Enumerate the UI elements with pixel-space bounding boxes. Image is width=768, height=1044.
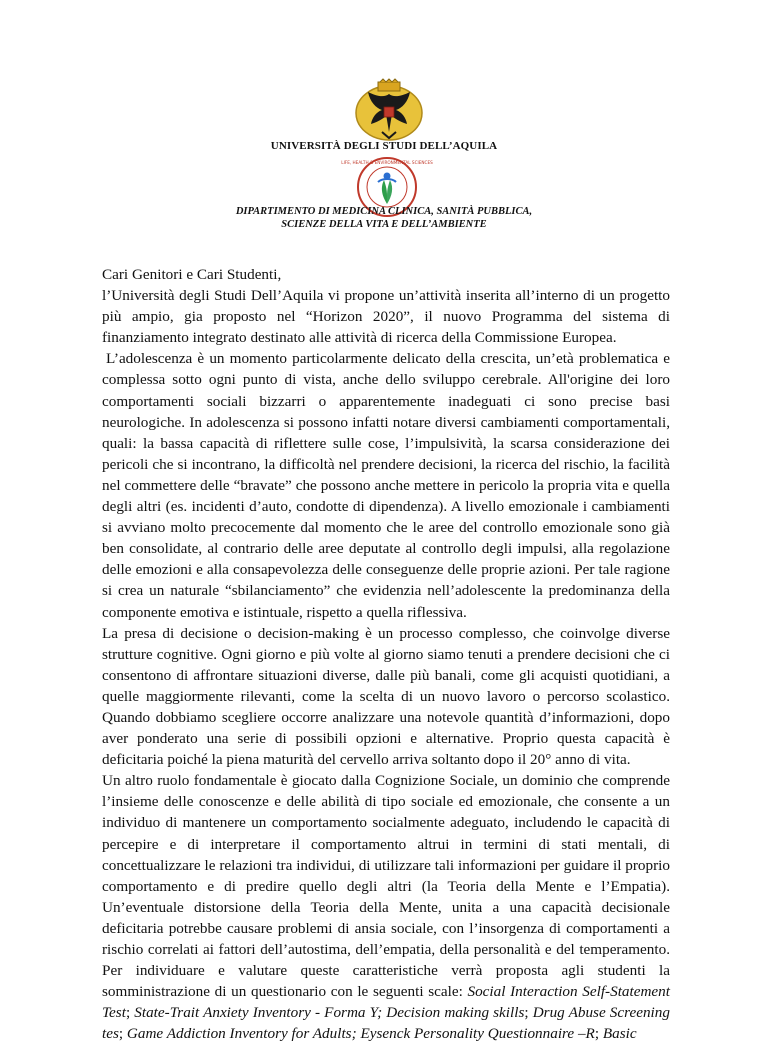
department-name [0, 205, 768, 231]
greeting: Cari Genitori e Cari Studenti, [102, 266, 282, 283]
university-name: UNIVERSITÀ DEGLI STUDI DELL’AQUILA [270, 140, 498, 152]
separator: ; [118, 1025, 127, 1043]
department-line-1: DIPARTIMENTO DI MEDICINA CLINICA, SANITÀ PUBBLICA, [235, 206, 533, 217]
scale-stai-decision: State-Trait Anxiety Inventory - Forma Y; Decision making skills [134, 1004, 525, 1022]
scale-social-interaction: Social Interaction Self-Statement Test [102, 983, 670, 1022]
department-line-2: SCIENZE DELLA VITA E DELL’AMBIENTE [281, 219, 487, 230]
separator: ; [524, 1004, 533, 1022]
paragraph-4 [102, 770, 670, 1044]
eagle-crest-icon [354, 80, 424, 142]
paragraph-3: La presa di decisione o decision-making è un processo complesso, che coinvolge diverse strutture cognitive. Ogni giorno e più volte al giorno siamo tenuti a prendere decisioni che ci consentono di affrontare situazioni diverse, dalle più banali, come gli acquisti quotidiani, a quelle maggiormente rilevanti, come la scelta di un nuovo lavoro o percorso scolastico. Quando dobbiamo scegliere occorre analizzare una notevole quantità d’informazioni, dopo aver ponderato una serie di possibili opzioni e alternative. Proprio questa capacità è deficitaria poiché la piena maturità del cervello arriva soltanto dopo il 20° anno di vita. [102, 624, 670, 769]
letter-body [102, 264, 670, 1044]
scale-game-eysenck: Game Addiction Inventory for Adults; Eysenck Personality Questionnaire –R [126, 1025, 595, 1043]
separator: ; [594, 1025, 603, 1043]
seal-text: LIFE, HEALTH & ENVIRONMENTAL SCIENCES [341, 160, 433, 165]
paragraph-2: L’adolescenza è un momento particolarmente delicato della crescita, un’età problematica e complessa sotto ogni punto di vista, anche dello sviluppo cerebrale. All'origine dei loro comportamenti sociali bizzarri o apparentemente inadeguati ci sono precise basi neurologiche. In adolescenza si possono infatti notare diversi cambiamenti comportamentali, quali: la bassa capacità di riflettere sulle cose, l’impulsività, la scarsa considerazione dei pericoli che si incontrano, la difficoltà nel prendere decisioni, la ricerca del rischio, la facilità nel commettere delle “bravate” che possono anche mettere in pericolo la propria vita e quella degli altri (es. incidenti d’auto, condotte di dipendenza). A livello emozionale i cambiamenti si avviano molto precocemente dal momento che le aree del controllo emozionale sono già ben consolidate, al contrario delle aree deputate al controllo degli impulsi, alla regolazione delle emozioni e alla consapevolezza delle conseguenze delle proprie azioni. Per tale ragione si crea un naturale “sbilanciamento” che evidenzia nell’adolescente la predominanza della componente emotiva e istintuale, rispetto a quella riflessiva. [102, 350, 670, 621]
scale-basic: Basic [602, 1025, 637, 1043]
paragraph-4-text: Un altro ruolo fondamentale è giocato dalla Cognizione Sociale, un dominio che comprende l’insieme delle conoscenze e delle abilità di tipo sociale ed emozionale, che consente a un individuo di mantenere un comportamento socialmente adeguato, includendo le capacità di percepire e di interpretare il comportamento altrui in termini di stati mentali, di concettualizzare le relazioni tra individui, di utilizzare tali informazioni per guidare il proprio comportamento e di predire quello degli altri (la Teoria della Mente e l’Empatia). Un’eventuale distorsione della Teoria della Mente, unita a una capacità decisionale deficitaria potrebbe causare problemi di ansia sociale, con l’insorgenza di comportamenti a rischio correlati ai fattori dell’autostima, dell’empatia, della personalità e del temperamento. Per individuare e valutare queste caratteristiche verrà proposta agli studenti la somministrazione di un questionario con le seguenti scale: [102, 772, 670, 1001]
scale-drug-abuse: Drug Abuse Screening tes [102, 1004, 670, 1043]
paragraph-1: l’Università degli Studi Dell’Aquila vi propone un’attività inserita all’interno di un progetto più ampio, gia proposto nel “Horizon 2020”, il nuovo Programma del sistema di finanziamento integrato destinato alle attività di ricerca della Commissione Europea. [102, 287, 670, 347]
separator: ; [125, 1004, 135, 1022]
